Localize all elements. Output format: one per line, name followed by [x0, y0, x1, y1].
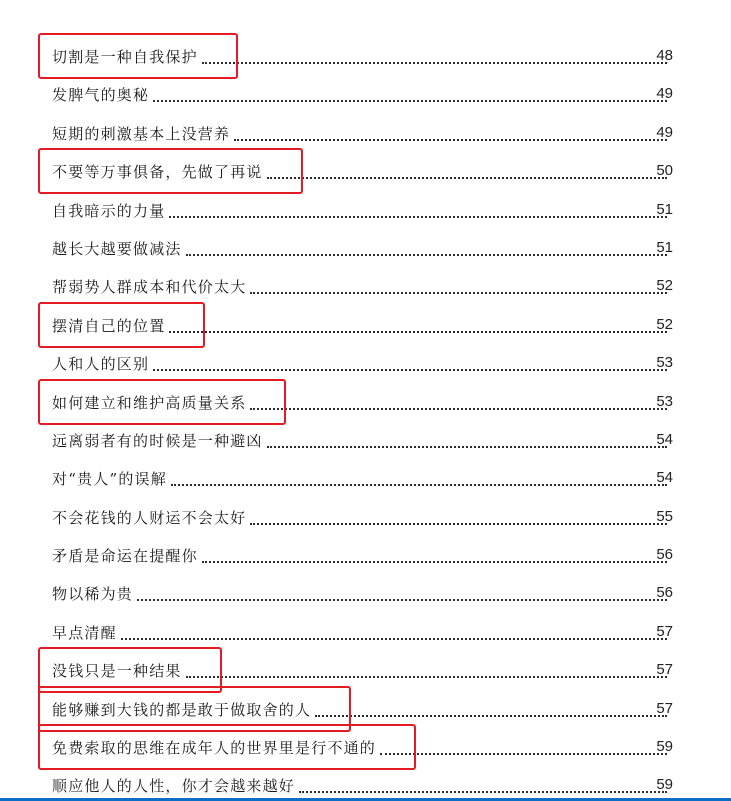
- toc-entry-page-number: 52: [656, 315, 673, 333]
- dot-leader: [267, 177, 667, 179]
- toc-entry-title: 不要等万事俱备，先做了再说: [52, 163, 263, 182]
- dot-leader: [202, 561, 667, 563]
- toc-entry[interactable]: [0, 421, 731, 459]
- dot-leader: [234, 139, 667, 141]
- toc-entry-title: 能够赚到大钱的都是敢于做取舍的人: [52, 700, 312, 719]
- toc-entry-title: 顺应他人的人性，你才会越来越好: [52, 777, 296, 796]
- toc-entry[interactable]: [0, 536, 731, 574]
- toc-entry-page-number: 54: [656, 430, 673, 448]
- toc-entry-page-number: 57: [656, 622, 673, 640]
- toc-entry-page-number: 59: [656, 776, 673, 794]
- dot-leader: [250, 408, 667, 410]
- highlight-box: [38, 302, 205, 348]
- toc-entry-title: 免费索取的思维在成年人的世界里是行不通的: [52, 739, 377, 758]
- toc-entry[interactable]: [0, 613, 731, 651]
- toc-entry-page-number: 50: [656, 162, 673, 180]
- toc-entry-title: 切割是一种自我保护: [52, 48, 198, 66]
- toc-entry-page-number: 57: [656, 661, 673, 679]
- toc-entry[interactable]: [0, 191, 731, 229]
- dot-leader: [121, 638, 667, 640]
- dot-leader: [169, 216, 667, 218]
- toc-entry[interactable]: [0, 690, 731, 728]
- dot-leader: [202, 62, 667, 64]
- toc-entry[interactable]: [0, 344, 731, 382]
- toc-entry[interactable]: [0, 306, 731, 344]
- toc-entry-title: 矛盾是命运在提醒你: [52, 547, 198, 566]
- toc-entry[interactable]: [0, 37, 731, 75]
- toc-entry-page-number: 52: [656, 277, 673, 295]
- toc-entry[interactable]: [0, 152, 731, 190]
- dot-leader: [267, 446, 667, 448]
- dot-leader: [299, 791, 667, 793]
- toc-entry-page-number: 49: [656, 85, 673, 103]
- toc-entry-page-number: 57: [656, 699, 673, 717]
- toc-entry-page-number: 56: [656, 546, 673, 564]
- toc-entry[interactable]: [0, 728, 731, 766]
- highlight-box: [38, 148, 303, 194]
- toc-entry-title: 物以稀为贵: [52, 585, 134, 604]
- toc-entry-page-number: 55: [656, 507, 673, 525]
- toc-entry-page-number: 59: [656, 738, 673, 756]
- toc-entry-page-number: 48: [656, 47, 673, 64]
- dot-leader: [315, 715, 667, 717]
- toc-entry-page-number: 49: [656, 123, 673, 141]
- toc-entry[interactable]: [0, 114, 731, 152]
- toc-entry-page-number: 51: [656, 238, 673, 256]
- toc-entry-title: 自我暗示的力量: [52, 201, 166, 220]
- dot-leader: [171, 484, 667, 486]
- toc-entry-page-number: 53: [656, 354, 673, 372]
- toc-entry-page-number: 54: [656, 469, 673, 487]
- toc-entry[interactable]: [0, 459, 731, 497]
- dot-leader: [169, 331, 667, 333]
- dot-leader: [153, 369, 667, 371]
- toc-entry[interactable]: [0, 383, 731, 421]
- toc-entry-title: 发脾气的奥秘: [52, 86, 150, 105]
- toc-entry[interactable]: [0, 651, 731, 689]
- toc-entry[interactable]: [0, 229, 731, 267]
- toc-entry[interactable]: [0, 766, 731, 801]
- table-of-contents: [0, 37, 731, 801]
- toc-entry-page-number: 53: [656, 392, 673, 410]
- dot-leader: [250, 523, 667, 525]
- highlight-box: [38, 33, 238, 79]
- toc-entry-page-number: 56: [656, 584, 673, 602]
- toc-entry-title: 没钱只是一种结果: [52, 662, 182, 681]
- toc-entry-title: 如何建立和维护高质量关系: [52, 393, 247, 412]
- dot-leader: [250, 292, 667, 294]
- toc-entry[interactable]: [0, 498, 731, 536]
- toc-entry-title: 不会花钱的人财运不会太好: [52, 508, 247, 527]
- dot-leader: [186, 676, 667, 678]
- highlight-box: [38, 379, 286, 425]
- dot-leader: [380, 753, 667, 755]
- toc-entry-title: 远离弱者有的时候是一种避凶: [52, 431, 263, 450]
- toc-entry[interactable]: [0, 267, 731, 305]
- highlight-box: [38, 724, 416, 770]
- dot-leader: [186, 254, 667, 256]
- toc-entry-title: 早点清醒: [52, 623, 117, 642]
- toc-entry-title: 对“贵人”的误解: [52, 470, 167, 489]
- toc-entry-title: 短期的刺激基本上没营养: [52, 124, 231, 143]
- toc-entry-title: 帮弱势人群成本和代价太大: [52, 278, 247, 297]
- toc-entry-page-number: 51: [656, 200, 673, 218]
- dot-leader: [153, 100, 667, 102]
- toc-entry-title: 摆清自己的位置: [52, 316, 166, 335]
- toc-entry-title: 越长大越要做减法: [52, 239, 182, 258]
- dot-leader: [137, 599, 667, 601]
- toc-entry[interactable]: [0, 75, 731, 113]
- toc-entry[interactable]: [0, 574, 731, 612]
- toc-entry-title: 人和人的区别: [52, 355, 150, 374]
